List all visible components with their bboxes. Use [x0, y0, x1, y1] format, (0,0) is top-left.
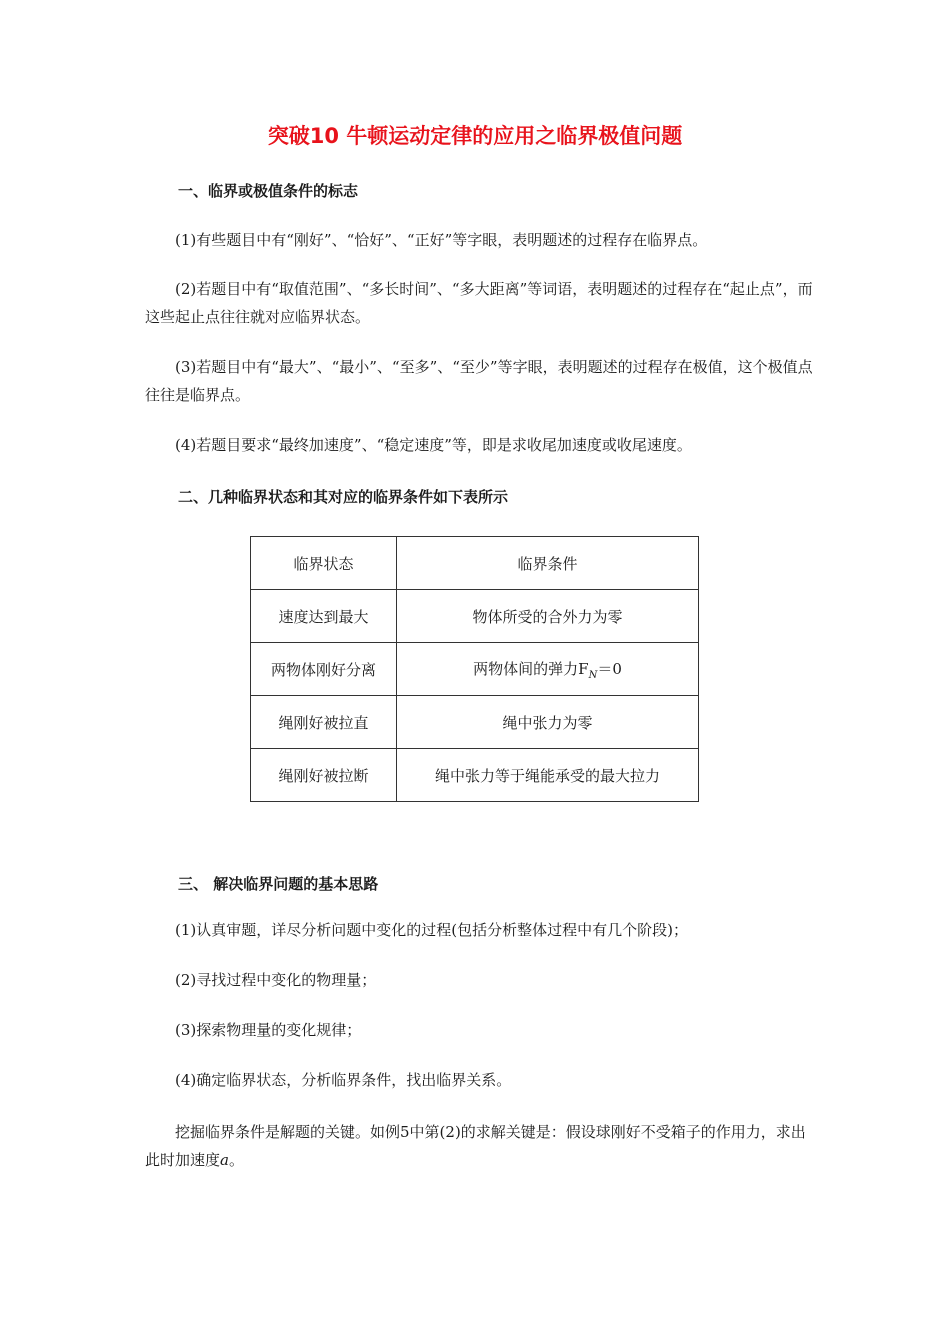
table-cell-state: 两物体刚好分离: [251, 643, 397, 696]
table-cell-condition: 物体所受的合外力为零: [397, 590, 699, 643]
section3-closing: [145, 1118, 815, 1174]
section3-item-4: (4)确定临界状态，分析临界条件，找出临界关系。: [175, 1071, 512, 1089]
section1-item-1: (1)有些题目中有“刚好”、“恰好”、“正好”等字眼，表明题述的过程存在临界点。: [175, 231, 708, 249]
section3-item-2: (2)寻找过程中变化的物理量；: [175, 971, 377, 989]
section3-heading: 三、 解决临界问题的基本思路: [178, 875, 379, 893]
acceleration-variable: a: [220, 1151, 229, 1169]
section2-heading: 二、几种临界状态和其对应的临界条件如下表所示: [178, 488, 509, 506]
condition-text: 两物体间的弹力F: [473, 659, 589, 678]
table-header-cell: 临界状态: [251, 537, 397, 590]
table-cell-state: 速度达到最大: [251, 590, 397, 643]
section1-item-3: (3)若题目中有“最大”、“最小”、“至多”、“至少”等字眼，表明题述的过程存在极值，这个极值点往往是临界点。: [145, 358, 813, 404]
table-cell-state: 绳刚好被拉断: [251, 749, 397, 802]
section1-heading: 一、临界或极值条件的标志: [178, 182, 359, 200]
table-row: [251, 590, 699, 643]
section1-item-4: (4)若题目要求“最终加速度”、“稳定速度”等，即是求收尾加速度或收尾速度。: [175, 436, 692, 454]
condition-equals: ＝0: [597, 659, 622, 678]
critical-conditions-table: [250, 536, 699, 802]
table-row: [251, 749, 699, 802]
section3-item-1: (1)认真审题，详尽分析问题中变化的过程(包括分析整体过程中有几个阶段)；: [175, 921, 688, 939]
table-cell-state: 绳刚好被拉直: [251, 696, 397, 749]
table-header-row: [251, 537, 699, 590]
table-row: [251, 696, 699, 749]
section3-item-3: (3)探索物理量的变化规律；: [175, 1021, 362, 1039]
table-row: [251, 643, 699, 696]
table-header-cell: 临界条件: [397, 537, 699, 590]
normal-force-subscript: N: [588, 669, 598, 681]
page-title: 突破10 牛顿运动定律的应用之临界极值问题: [267, 124, 683, 148]
closing-end: 。: [228, 1151, 244, 1169]
table-cell-condition: 绳中张力为零: [397, 696, 699, 749]
closing-text: 挖掘临界条件是解题的关键。如例5中第(2)的求解关键是：假设球刚好不受箱子的作用力，求出此时加速度: [145, 1123, 806, 1169]
section1-item-2: (2)若题目中有“取值范围”、“多长时间”、“多大距离”等词语，表明题述的过程存在“起止点”，而这些起止点往往就对应临界状态。: [145, 280, 813, 326]
table-cell-condition: [397, 643, 699, 696]
table-cell-condition: 绳中张力等于绳能承受的最大拉力: [397, 749, 699, 802]
